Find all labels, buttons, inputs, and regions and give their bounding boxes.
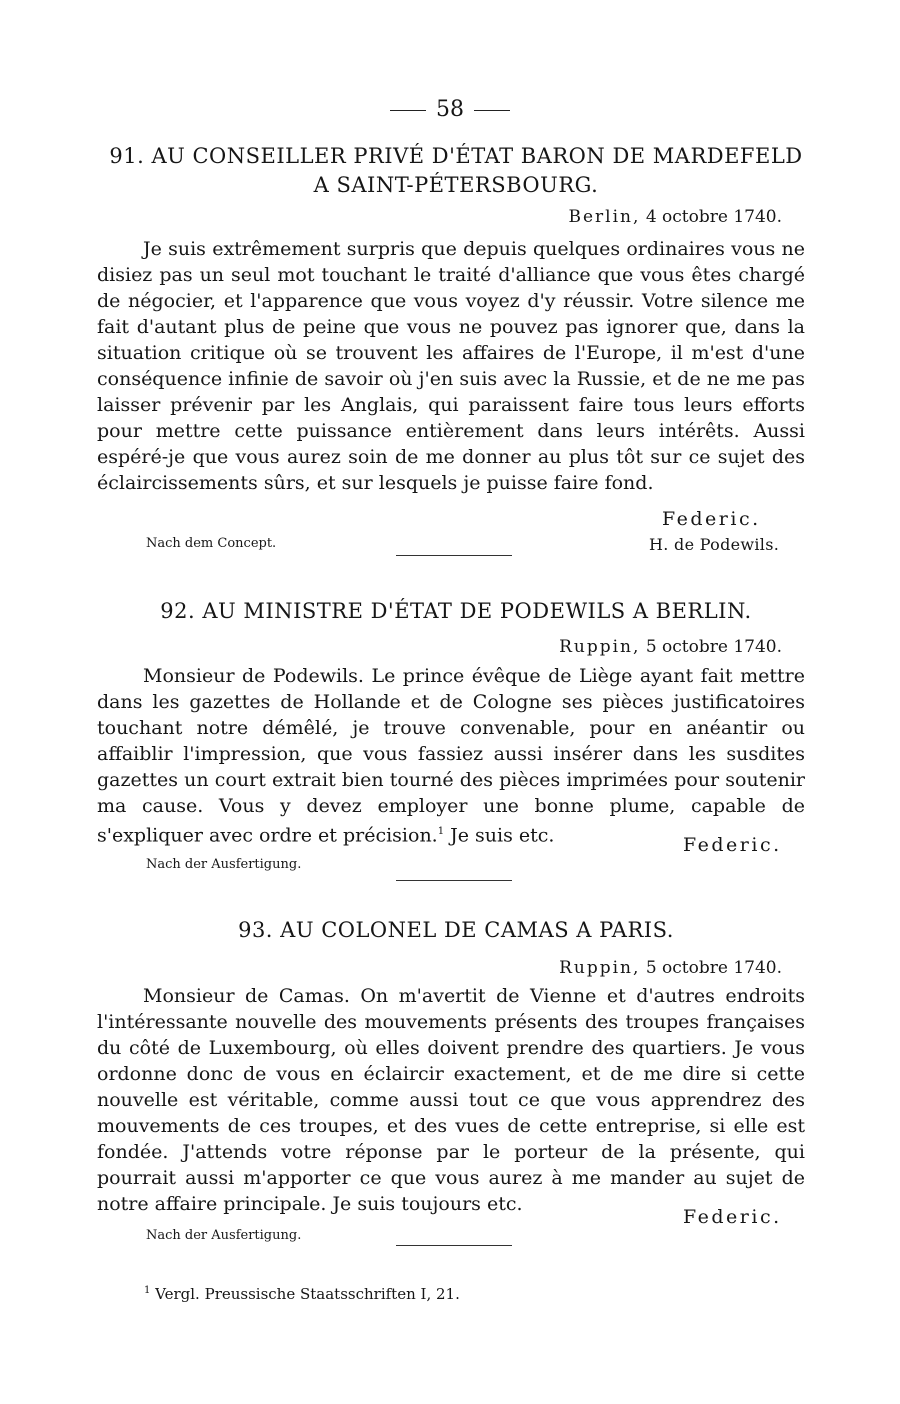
footnote <box>144 1281 460 1304</box>
letter-92-body: Monsieur de Podewils. Le prince évêque de Liège ayant fait mettre dans les gazettes de Hollande et de Cologne ses pièces justificatoires touchant notre démêlé, je trouve convenable, pour en anéantir ou affaiblir l'impression, que vous fassiez aussi insérer dans les susdites gazettes un court extrait bien tourné des pièces imprimées pour soutenir ma cause. Vous y devez employer une bonne plume, capable de s'expliquer avec ordre et précision.$^1$ Je suis etc. <box>97 665 805 847</box>
letter-91-heading-line2: A SAINT-PÉTERSBOURG. <box>313 173 599 197</box>
letter-91-signature: Federic. <box>662 508 761 530</box>
letter-93-heading: 93. AU COLONEL DE CAMAS A PARIS. <box>238 918 674 942</box>
letter-93-body: Monsieur de Camas. On m'avertit de Vienne et d'autres endroits l'intéressante nouvelle des mouvements présents des troupes françaises du côté de Luxembourg, où elles doivent prendre des quartiers. Je vous ordonne donc de vous en éclaircir exactement, et de me dire si cette nouvelle est véritable, comme aussi tout ce que vous apprendrez des mouvements de ces troupes, et des vues de cette entreprise, si elle est fondée. J'attends votre réponse par le porteur de la présente, qui pourrait aussi m'apporter ce que vous aurez à me mander au sujet de notre affaire principale. Je suis toujours etc. <box>97 985 805 1215</box>
separator-rule <box>396 880 512 881</box>
letter-91-source-note: Nach dem Concept. <box>146 536 277 551</box>
letter-92-date: 5 octobre 1740. <box>645 637 782 657</box>
letter-93-dateline <box>559 957 782 979</box>
letter-92-signature: Federic. <box>683 834 782 856</box>
letter-93-date: 5 octobre 1740. <box>645 958 782 978</box>
page-number: 58 <box>380 97 520 123</box>
footnote-ref-marker: 1 <box>437 826 445 837</box>
letter-92-heading: 92. AU MINISTRE D'ÉTAT DE PODEWILS A BERLIN. <box>160 599 752 623</box>
page-number-dash-left <box>390 110 426 111</box>
letter-92-dateline <box>559 636 782 658</box>
letter-93-signature: Federic. <box>683 1206 782 1228</box>
page-number-dash-right <box>474 110 510 111</box>
footnote-marker: 1 <box>144 1285 151 1296</box>
letter-93-source-note: Nach der Ausfertigung. <box>146 1228 302 1243</box>
letter-92-place: Ruppin, <box>559 637 641 657</box>
letter-91-place: Berlin, <box>568 207 641 227</box>
letter-92-source-note: Nach der Ausfertigung. <box>146 857 302 872</box>
letter-91-countersign: H. de Podewils. <box>649 535 780 554</box>
separator-rule <box>396 555 512 556</box>
footnote-text: Vergl. Preussische Staatsschriften I, 21. <box>155 1285 460 1303</box>
letter-91-dateline <box>569 206 783 228</box>
letter-91-heading-line1: 91. AU CONSEILLER PRIVÉ D'ÉTAT BARON DE MARDEFELD <box>109 144 803 168</box>
separator-rule <box>396 1245 512 1246</box>
letter-93-place: Ruppin, <box>559 958 641 978</box>
letter-91-body: Je suis extrêmement surpris que depuis quelques ordinaires vous ne disiez pas un seul mot touchant le traité d'alliance que vous êtes chargé de négocier, et l'apparence que vous voyez d'y réussir. Votre silence me fait d'autant plus de peine que vous ne pouvez pas ignorer que, dans la situation critique où se trouvent les affaires de l'Europe, il m'est d'une conséquence infinie de savoir où j'en suis avec la Russie, et de ne me pas laisser prévenir par les Anglais, qui paraissent faire tous leurs efforts pour mettre cette puissance entièrement dans leurs intérêts. Aussi espéré-je que vous aurez soin de me donner au plus tôt sur ce sujet des éclaircissements sûrs, et sur lesquels je puisse faire fond. <box>97 238 805 494</box>
letter-91-date: 4 octobre 1740. <box>645 207 782 227</box>
